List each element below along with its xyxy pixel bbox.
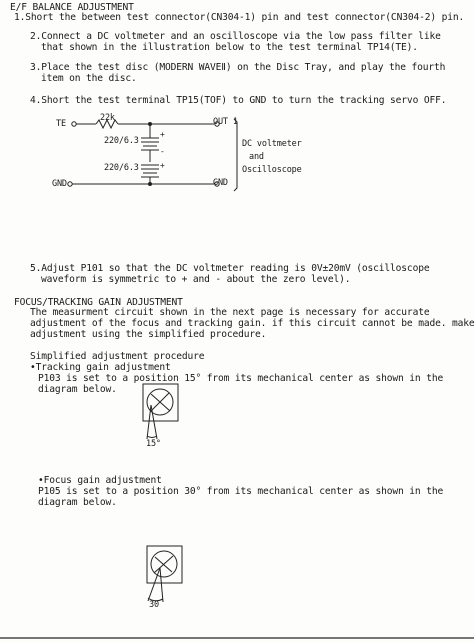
focus-para-line-2: adjustment of the focus and tracking gain. if this circuit cannot be made. make bbox=[30, 318, 474, 329]
focus-para-line-1: The measurment circuit shown in the next page is necessary for accurate bbox=[30, 307, 430, 318]
resistor-label: 22k bbox=[100, 113, 115, 123]
ef-step-5-line-2: waveform is symmetric to + and - about the zero level). bbox=[41, 274, 351, 285]
tracking-line-1: P103 is set to a position 15° from its mechanical center as shown in the bbox=[38, 373, 444, 384]
ef-step-2-line-2: that shown in the illustration below to the test terminal TP14(TE). bbox=[41, 42, 418, 53]
gnd-left-label: GND bbox=[52, 179, 67, 189]
capacitor-1-label: 220/6.3 bbox=[104, 136, 139, 146]
meter-label-2: and bbox=[249, 152, 264, 162]
tracking-title: •Tracking gain adjustment bbox=[30, 362, 171, 373]
simplified-title: Simplified adjustment procedure bbox=[30, 351, 205, 362]
capacitor-1-minus: - bbox=[160, 147, 165, 156]
capacitor-2-plus: + bbox=[160, 161, 165, 170]
ef-step-5-line-1: 5.Adjust P101 so that the DC voltmeter reading is 0V±20mV (oscilloscope bbox=[30, 263, 430, 274]
focus-angle-label: 30 bbox=[149, 600, 159, 610]
focus-gain-line-1: P105 is set to a position 30° from its mechanical center as shown in the bbox=[38, 486, 444, 497]
meter-label-3: Oscilloscope bbox=[242, 165, 302, 175]
te-label: TE bbox=[56, 119, 66, 129]
focus-gain-line-2: diagram below. bbox=[38, 497, 117, 508]
focus-heading: FOCUS/TRACKING GAIN ADJUSTMENT bbox=[14, 297, 183, 308]
meter-label-1: DC voltmeter bbox=[242, 139, 302, 149]
ef-step-2-line-1: 2.Connect a DC voltmeter and an oscilloscope via the low pass filter like bbox=[30, 31, 441, 42]
focus-para-line-3: adjustment using the simplified procedure. bbox=[30, 329, 267, 340]
tracking-angle-label: 15° bbox=[146, 439, 161, 449]
out-label: OUT 1 bbox=[213, 117, 238, 127]
gnd-right-label: GND bbox=[213, 178, 228, 188]
capacitor-1-plus: + bbox=[160, 130, 165, 139]
ef-step-3-line-2: item on the disc. bbox=[41, 73, 137, 84]
focus-gain-title: •Focus gain adjustment bbox=[38, 475, 162, 486]
ef-step-3-line-1: 3.Place the test disc (MODERN WAVEⅡ) on the Disc Tray, and play the fourth bbox=[30, 62, 446, 73]
tracking-line-2: diagram below. bbox=[38, 384, 117, 395]
ef-heading: E/F BALANCE ADJUSTMENT bbox=[10, 2, 134, 13]
page-bottom-edge bbox=[0, 637, 474, 639]
ef-step-4: 4.Short the test terminal TP15(TOF) to GND to turn the tracking servo OFF. bbox=[30, 95, 447, 106]
ef-step-1: 1.Short the between test connector(CN304-1) pin and test connector(CN304-2) pin. bbox=[14, 12, 465, 23]
capacitor-2-label: 220/6.3 bbox=[104, 163, 139, 173]
